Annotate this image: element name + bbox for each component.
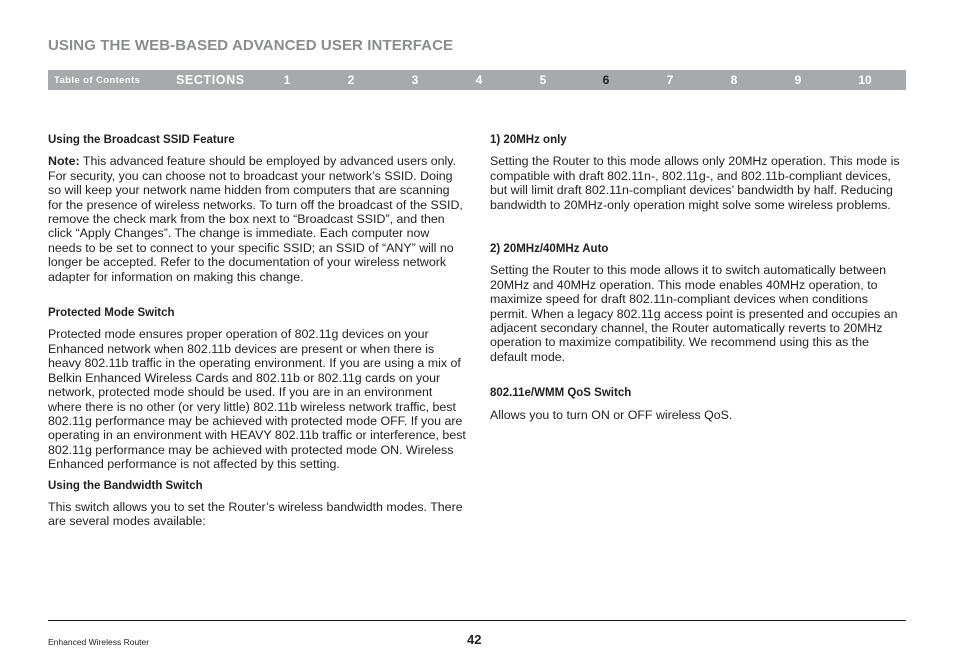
section-link-10[interactable]: 10 <box>858 73 872 87</box>
section-nav-bar <box>48 70 906 90</box>
mode-20mhz-heading: 1) 20MHz only <box>490 134 567 146</box>
mode-auto-heading: 2) 20MHz/40MHz Auto <box>490 243 609 256</box>
footer-divider <box>48 620 906 621</box>
broadcast-ssid-heading: Using the Broadcast SSID Feature <box>48 134 235 146</box>
section-link-9[interactable]: 9 <box>794 73 802 87</box>
bandwidth-switch-text: This switch allows you to set the Router’s wireless bandwidth modes. There are several modes available: <box>48 499 463 529</box>
section-link-4[interactable]: 4 <box>475 73 483 87</box>
sections-label: SECTIONS <box>176 73 245 87</box>
section-link-7[interactable]: 7 <box>666 73 674 87</box>
left-column <box>48 133 466 529</box>
section-link-3[interactable]: 3 <box>411 73 419 87</box>
bandwidth-switch-heading: Using the Bandwidth Switch <box>48 479 203 492</box>
section-link-8[interactable]: 8 <box>730 73 738 87</box>
broadcast-ssid-text <box>48 154 466 284</box>
page-header-title: USING THE WEB-BASED ADVANCED USER INTERFACE <box>48 37 454 54</box>
section-link-6[interactable]: 6 <box>602 73 610 87</box>
note-label: Note: <box>48 154 80 169</box>
page-number: 42 <box>467 632 482 647</box>
protected-mode-text: Protected mode ensures proper operation of 802.11g devices on your Enhanced network when 802.11b devices are present or when there is heavy 802.11b traffic in the operating environment. If you are using a mix of Belkin Enhanced Wireless Cards and 802.11b or 802.11g cards on your network, protected mode should be used. If you are in an environment where there is no other (or very little) 802.11b wireless network traffic, best 802.11g performance may be achieved with protected mode OFF. If you are operating in an environment with HEAVY 802.11b traffic or interference, best 802.11g performance may be achieved with protected mode ON. Wireless Enhanced performance is not affected by this setting. <box>48 327 466 472</box>
qos-switch-text: Allows you to turn ON or OFF wireless QoS. <box>490 407 733 422</box>
right-column <box>490 133 908 422</box>
protected-mode-heading: Protected Mode Switch <box>48 307 175 320</box>
footer-product-name: Enhanced Wireless Router <box>48 637 150 647</box>
section-link-5[interactable]: 5 <box>539 73 547 87</box>
mode-auto-text: Setting the Router to this mode allows it to switch automatically between 20MHz and 40MHz operation. This mode enables 40MHz operation, to maximize speed for draft 802.11n-compliant devices when conditions permit. When a legacy 802.11g access point is presented and occupies an adjacent secondary channel, the Router automatically reverts to 20MHz operation to maximize compatibility. We recommend using this as the default mode. <box>490 263 898 364</box>
mode-20mhz-text: Setting the Router to this mode allows only 20MHz operation. This mode is compatible with draft 802.11n-, 802.11g-, and 802.11b-compliant devices, but will limit draft 802.11n-compliant devices’ bandwidth by half. Reducing bandwidth to 20MHz-only operation might solve some wireless problems. <box>490 154 900 212</box>
table-of-contents-link[interactable]: Table of Contents <box>54 75 141 86</box>
broadcast-ssid-body: This advanced feature should be employed by advanced users only. For security, you can choose not to broadcast your network’s SSID. Doing so will keep your network name hidden from computers that are scanning for the presence of wireless networks. To turn off the broadcast of the SSID, remove the check mark from the box next to “Broadcast SSID”, and then click “Apply Changes”. The change is immediate. Each computer now needs to be set to connect to your specific SSID; an SSID of “ANY” will no longer be accepted. Refer to the documentation of your wireless network adapter for information on making this change. <box>48 154 463 284</box>
section-link-1[interactable]: 1 <box>283 73 291 87</box>
section-link-2[interactable]: 2 <box>347 73 355 87</box>
qos-switch-heading: 802.11e/WMM QoS Switch <box>490 387 632 400</box>
